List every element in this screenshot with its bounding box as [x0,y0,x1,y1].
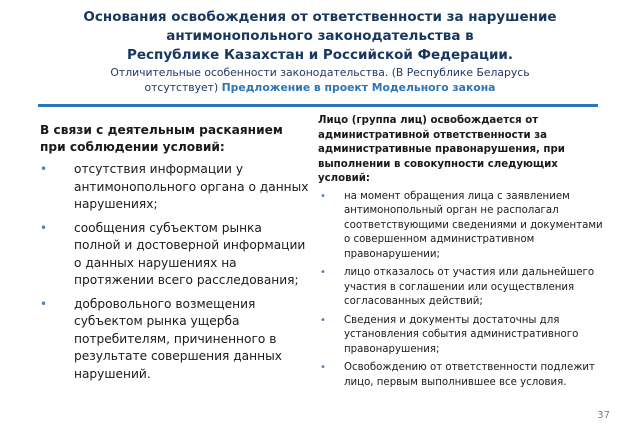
title-divider [38,104,598,107]
bullet-icon: • [320,267,326,278]
list-item-text: на момент обращения лица с заявлением антимонопольный орган не располагал соответствующими сведениями и документами о совершенном административном правонарушении; [344,190,603,260]
list-item [318,266,610,310]
left-heading: В связи с деятельным раскаянием при соблюдении условий: [40,123,283,154]
list-item-text: отсутствия информации у антимонопольного органа о данных нарушениях; [74,162,309,211]
list-item-text: Освобождению от ответственности подлежит лицо, первым выполнившее все условия. [344,362,595,388]
page-number: 37 [597,410,610,421]
list-item [40,296,310,384]
list-item-text: сообщения субъектом рынка полной и достоверной информации о данных нарушениях на протяжении всего расследования; [74,220,306,287]
list-item-text: Сведения и документы достаточны для установления события административного правонарушения; [344,314,579,355]
list-item [318,361,610,390]
bullet-icon: • [40,162,48,176]
bullet-icon: • [320,362,326,373]
bullet-icon: • [320,314,326,326]
list-item [318,314,610,358]
list-item-text: лицо отказалось от участия или дальнейшего участия в соглашении или осуществления согласованных действий; [344,267,595,307]
title-line-1: Основания освобождения от ответственности за нарушение [83,9,557,25]
bullet-icon: • [40,296,48,311]
list-item [40,161,310,214]
right-conditions-list [318,190,610,391]
list-item-text: добровольного возмещения субъектом рынка ущерба потребителям, причиненного в результате совершения данных нарушений. [74,296,282,381]
right-heading: Лицо (группа лиц) освобождается от административной ответственности за административные правонарушения, при выполнении в совокупности следующих условий: [318,115,565,184]
bullet-icon: • [40,220,48,235]
proposal-link-text: Предложение в проект Модельного закона [221,81,496,94]
list-item [318,190,610,263]
title-line-2: антимонопольного законодательства в [166,28,474,44]
subtitle-line-2 [40,80,600,95]
bullet-icon: • [320,190,326,202]
subtitle-prefix: отсутствует) [144,81,222,94]
right-column-ru [318,114,610,394]
slide-title [40,8,600,95]
subtitle-line-1: Отличительные особенности законодательства. (В Республике Беларусь [110,66,530,79]
left-column-kz [40,122,310,389]
list-item [40,220,310,290]
title-line-3: Республике Казахстан и Российской Федерации. [126,47,514,63]
left-conditions-list [40,161,310,383]
